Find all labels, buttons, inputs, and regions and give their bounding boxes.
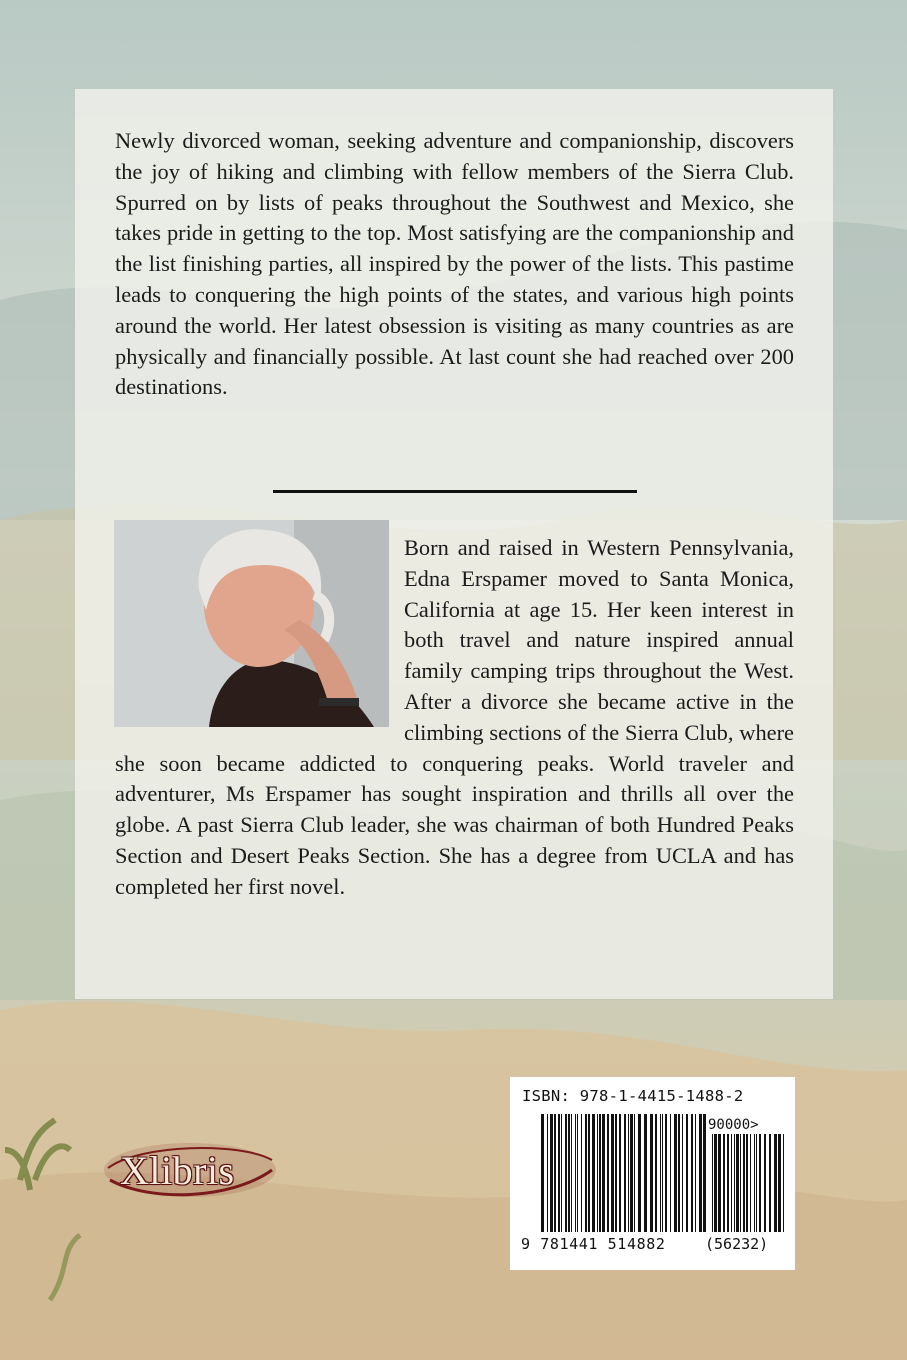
- barcode-stripe: [575, 1114, 576, 1232]
- barcode-stripe: [731, 1134, 732, 1232]
- author-bio-text: Born and raised in Western Pennsylvania, Edna Erspamer moved to Santa Monica, California at age 15. Her keen interest in both travel and nature inspired annual family camping trips throughout the West. After a divorce she became active in the climbing sections of the Sierra Club, where she soon became addicted to conquering peaks. World traveler and adventurer, Ms Erspamer has sought inspiration and thrills all over the globe. A past Sierra Club leader, she was chairman of both Hundred Peaks Section and Desert Peaks Section. She has a degree from UCLA and has completed her first novel.: [115, 535, 794, 899]
- barcode-stripe: [678, 1114, 680, 1232]
- author-bio: [115, 533, 794, 903]
- barcode-stripe: [723, 1134, 725, 1232]
- barcode-stripe: [607, 1114, 609, 1232]
- barcode-stripe: [718, 1134, 721, 1232]
- barcode-stripe: [597, 1114, 598, 1232]
- barcode-stripe: [674, 1114, 677, 1232]
- barcode-stripe: [743, 1134, 745, 1232]
- barcode-stripe: [778, 1134, 781, 1232]
- barcode-stripe: [660, 1114, 661, 1232]
- barcode-stripe: [759, 1134, 761, 1232]
- barcode-stripe: [756, 1134, 757, 1232]
- barcode-extra-code: (56232): [705, 1235, 769, 1253]
- barcode-stripe: [764, 1134, 766, 1232]
- barcode-stripe: [561, 1114, 562, 1232]
- barcode-stripe: [624, 1114, 626, 1232]
- barcode-stripe: [568, 1114, 570, 1232]
- barcode-stripe: [602, 1114, 605, 1232]
- barcode-stripe: [650, 1114, 653, 1232]
- divider-rule: [273, 490, 637, 493]
- book-blurb: Newly divorced woman, seeking adventure and companionship, discovers the joy of hiking and climbing with fellow members of the Sierra Club. Spurred on by lists of peaks throughout the Southwest and Mexico, she takes pride in getting to the top. Most satisfying are the companionship and the list finishing parties, all inspired by the power of the lists. This pastime leads to conquering the high points of the states, and various high points around the world. Her latest obsession is visiting as many countries as are physically and financially possible. At last count she had reached over 200 destinations.: [115, 128, 794, 400]
- barcode-stripe: [655, 1114, 657, 1232]
- barcode-stripe: [571, 1114, 572, 1232]
- photo-spacer: [115, 533, 404, 719]
- isbn-barcode: [541, 1114, 706, 1232]
- barcode-stripe: [734, 1134, 735, 1232]
- barcode-stripe: [638, 1114, 641, 1232]
- barcode-stripe: [665, 1114, 667, 1232]
- barcode-stripe: [682, 1114, 683, 1232]
- barcode-stripe: [740, 1134, 741, 1232]
- barcode-stripe: [774, 1134, 777, 1232]
- price-code: 90000>: [708, 1117, 759, 1133]
- barcode-stripe: [599, 1114, 601, 1232]
- isbn-label: ISBN: 978-1-4415-1488-2: [522, 1087, 744, 1105]
- barcode-stripe: [558, 1114, 560, 1232]
- barcode-stripe: [628, 1114, 629, 1232]
- barcode-stripe: [588, 1114, 590, 1232]
- price-barcode: [712, 1134, 784, 1232]
- barcode-stripe: [746, 1134, 748, 1232]
- barcode-stripe: [630, 1114, 633, 1232]
- barcode-stripe: [754, 1134, 755, 1232]
- barcode-stripe: [727, 1134, 729, 1232]
- barcode-stripe: [703, 1114, 706, 1232]
- barcode-stripe: [699, 1114, 702, 1232]
- barcode-stripe: [592, 1114, 595, 1232]
- barcode-stripe: [547, 1114, 548, 1232]
- barcode-digits: 9 781441 514882: [521, 1235, 666, 1253]
- barcode-stripe: [615, 1114, 617, 1232]
- barcode-stripe: [581, 1114, 582, 1232]
- barcode-stripe: [686, 1114, 688, 1232]
- barcode-stripe: [541, 1114, 544, 1232]
- barcode-stripe: [695, 1114, 696, 1232]
- barcode-stripe: [619, 1114, 621, 1232]
- barcode-stripe: [783, 1134, 784, 1232]
- barcode-stripe: [554, 1114, 556, 1232]
- barcode-stripe: [644, 1114, 647, 1232]
- barcode-stripe: [750, 1134, 751, 1232]
- barcode-stripe: [634, 1114, 635, 1232]
- publisher-logo: Xlibris: [120, 1148, 235, 1193]
- barcode-stripe: [577, 1114, 578, 1232]
- barcode-stripe: [585, 1114, 587, 1232]
- barcode-stripe: [736, 1134, 739, 1232]
- barcode-stripe: [769, 1134, 771, 1232]
- barcode-stripe: [670, 1114, 671, 1232]
- barcode-stripe: [550, 1114, 553, 1232]
- barcode-stripe: [662, 1114, 663, 1232]
- barcode-stripe: [712, 1134, 713, 1232]
- barcode-stripe: [565, 1114, 567, 1232]
- barcode-stripe: [714, 1134, 717, 1232]
- barcode-stripe: [691, 1114, 693, 1232]
- barcode-stripe: [611, 1114, 614, 1232]
